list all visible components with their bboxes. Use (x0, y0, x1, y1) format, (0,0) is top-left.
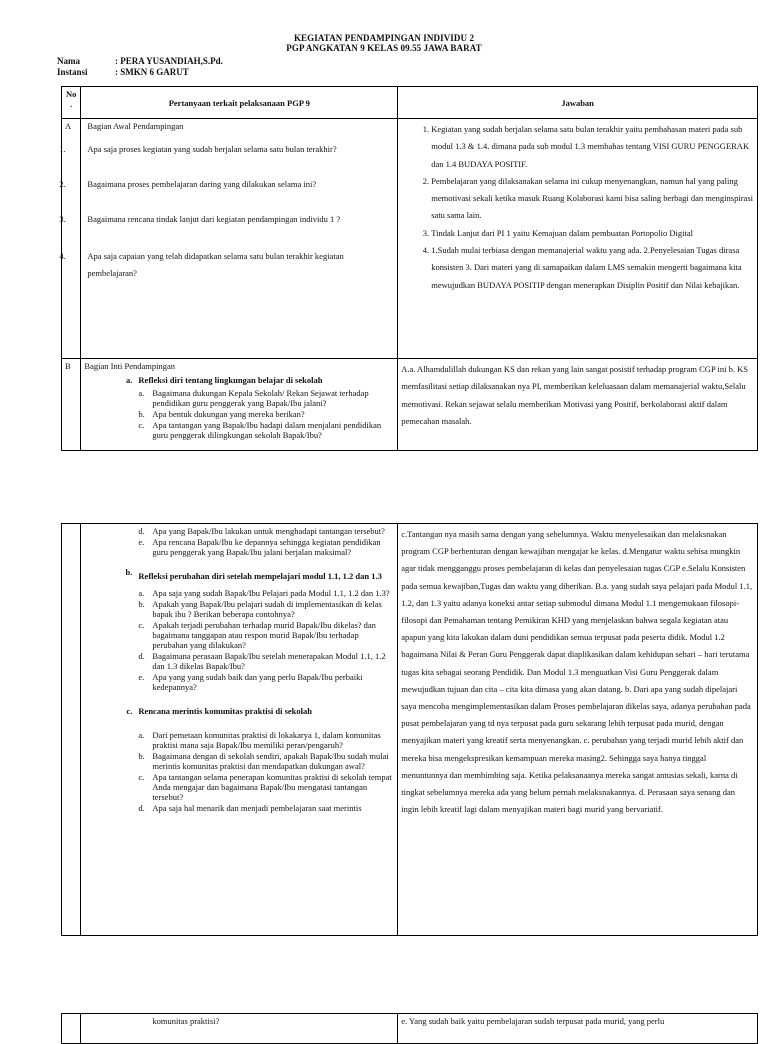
question-text: Apa saja proses kegiatan yang sudah berjalan selama satu bulan terakhir? (87, 144, 337, 154)
section-a-question-item (59, 141, 394, 158)
doc-title-line2: PGP ANGKATAN 9 KELAS 09.55 JAWA BARAT (286, 43, 482, 53)
table3-answer: e. Yang sudah baik yaitu pembelajaran sudah terpusat pada murid, yang perlu (398, 1014, 758, 1044)
section-a-answer-item: 2. Pembelajaran yang dilaksanakan selama ini cukup menyenangkan, namun hal yang paling memotivasi sekali ketika masuk Ruang Kolaborasi kami bisa saling berbagi dan menginspirasi satu sama lain. (431, 173, 754, 225)
question-text: Apa saja capaian yang telah didapatkan selama satu bulan terakhir kegiatan pembelajaran? (87, 251, 344, 278)
header-no: No . (62, 87, 81, 119)
section-b-answer: A.a. Alhamdulillah dukungan KS dan rekan yang lain sangat posistif terhadap program CGP ini b. KS memfasilitasi setiap dilaksanakan nya PI, memberikan keleluasaan dalam memanajerial waktu,Selalu memotivasi. Rekan sejawat selalu memberikan Motivasi yang Positif, berkolaborasi aktif dalam pemecahan masalah. (398, 359, 758, 451)
item-text: Apa tantangan selama penerapan komunitas praktisi di sekolah tempat Anda mengajar dan bagaimana Bapak/Ibu mengatasi tantangan tersebut? (152, 772, 392, 802)
section-a-question-item (59, 211, 394, 228)
question-number: 3. (59, 214, 66, 224)
section-a-questions (59, 119, 398, 359)
section-a-letter: A (62, 119, 81, 359)
item-text: Apa rencana Bapak/Ibu ke depannya sehingga kegiatan pendidikan guru penggerak yang Bapak/Ibu jalani berjalan maksimal? (152, 537, 381, 557)
table3-no-cell (62, 1014, 81, 1044)
sub-a-question-item (138, 420, 394, 440)
section-a-answers (398, 119, 758, 359)
sub-c-title-line (84, 706, 394, 716)
section-a-answer-item: 1. Kegiatan yang sudah berjalan selama satu bulan terakhir yaitu pembahasan materi pada sub modul 1.3 & 1.4. dimana pada sub modul 1.3 membahas tentang VISI GURU PENGGERAK dan 1.4 BUDAYA POSITIF. (431, 121, 754, 173)
item-marker: e. (138, 537, 145, 547)
section-a-question-item (59, 248, 394, 282)
item-text: Bagaimana perasaan Bapak/Ibu setelah menerapakan Modul 1.1, 1.2 dan 1.3 dikelas Bapak/Ibu? (152, 651, 386, 671)
table2-row (62, 524, 758, 936)
item-marker: b. (138, 409, 145, 419)
sub-a-question-item (138, 526, 394, 536)
item-text: Apa bentuk dukungan yang mereka berikan? (152, 409, 305, 419)
item-text: Apa tantangan yang Bapak/Ibu hadapi dalam menjalani pendidikan guru penggerak dilingkungan sekolah Bapak/Ibu? (152, 420, 382, 440)
sub-b-question-item (138, 599, 394, 619)
section-a-row (62, 119, 758, 359)
sub-c-question-item (138, 730, 394, 750)
item-text: Bagaimana dukungan Kepala Sekolah/ Rekan Sejawat terhadap pendidikan guru penggerak yang Bapak/Ibu jalani? (152, 388, 369, 408)
sub-a-continued-list (84, 526, 394, 557)
sub-c-question-list (84, 730, 394, 813)
header-answer: Jawaban (398, 87, 758, 119)
section-b-title: Bagian Inti Pendampingan (84, 361, 176, 371)
item-text: Apakah terjadi perubahan terhadap murid Bapak/Ibu dikelas? dan bagaimana tanggapan atau respon murid Bapak/Ibu terhadap perubahan yang dilakukan? (152, 620, 376, 650)
sub-c-title: Rencana merintis komunitas praktisi di sekolah (138, 706, 312, 716)
sub-a-question-list (84, 388, 394, 440)
section-a-title: Bagian Awal Pendampingan (87, 121, 184, 131)
sub-b-question-item (138, 651, 394, 671)
item-marker: a. (138, 588, 145, 598)
spacer (59, 121, 87, 131)
sub-b-title: Refleksi perubahan diri setelah mempelajari modul 1.1, 1.2 dan 1.3 (138, 571, 382, 581)
sub-c-marker: c. (126, 706, 133, 716)
sub-b-question-item (138, 672, 394, 692)
sub-c-question-item (138, 772, 394, 802)
instansi-row (57, 67, 189, 77)
nama-value: : PERA YUSANDIAH,S.Pd. (115, 56, 223, 66)
section-a-title-wrap (59, 121, 394, 282)
table3-row (62, 1014, 758, 1044)
section-a-answer-list (401, 121, 754, 294)
section-b-questions (81, 359, 398, 451)
item-text: Apa saja yang sudah Bapak/Ibu Pelajari pada Modul 1.1, 1.2 dan 1.3? (152, 588, 390, 598)
item-marker: b. (138, 751, 145, 761)
sub-a-title-line (84, 375, 394, 385)
sub-c-question-item (138, 751, 394, 771)
sub-c-question-item (138, 803, 394, 813)
table-header-row (62, 87, 758, 119)
item-marker: a. (138, 730, 145, 740)
item-text: Bagaimana dengan di sekolah sendiri, apakah Bapak/Ibu sudah mulai merintis komunitas praktisi dan mendapatkan dukungan awal? (152, 751, 389, 771)
instansi-value: : SMKN 6 GARUT (115, 67, 189, 77)
sub-b-question-list (84, 588, 394, 692)
item-text: Apakah yang Bapak/Ibu pelajari sudah di implementasikan di kelas bapak ibu ? Berikan beberapa contohnya? (152, 599, 382, 619)
sub-b-marker: b. (125, 567, 133, 577)
header-question: Pertanyaan terkait pelaksanaan PGP 9 (81, 87, 398, 119)
item-text: Dari pemetaan komunitas praktisi di lokakarya 1, dalam komunitas praktisi mana saja Bapak/Ibu memiliki peran/pengaruh? (152, 730, 381, 750)
question-number: 2. (59, 179, 66, 189)
item-text: Apa yang Bapak/Ibu lakukan untuk menghadapi tantangan tersebut? (152, 526, 385, 536)
sub-a-question-item (138, 388, 394, 408)
table3-question (81, 1014, 398, 1044)
section-a-question-list (59, 141, 394, 282)
section-a-answer-item: 4. 1.Sudah mulai terbiasa dengan memanajerial waktu yang ada. 2.Penyelesaian Tugas dirasa konsisten 3. Dari materi yang di samapaikan dalam LMS semakin mengerti bagaimana kita mewujudkan BUDAYA POSITIP dengan menerapkan Disiplin Positif dan Nilai kebajikan. (431, 242, 754, 294)
sub-b-title-line (84, 567, 394, 585)
item-text: Apa yang yang sudah baik dan yang perlu Bapak/Ibu perbaiki kedepannya? (152, 672, 363, 692)
table2-questions (81, 524, 398, 936)
table3-question-text: komunitas praktisi? (152, 1016, 220, 1026)
item-marker: c. (138, 420, 145, 430)
sub-a-question-item (138, 537, 394, 557)
item-marker: c. (138, 620, 145, 630)
section-a-answer-item: 3. Tindak Lanjut dari PI 1 yaitu Kemajuan dalam pembuatan Portopolio Digital (431, 225, 754, 242)
table2-no-cell (62, 524, 81, 936)
item-marker: c. (138, 772, 145, 782)
sub-b-question-item (138, 588, 394, 598)
item-text: Apa saja hal menarik dan menjadi pembelajaran saat merintis (152, 803, 362, 813)
sub-a-marker: a. (126, 375, 133, 385)
instansi-label: Instansi (57, 67, 88, 77)
item-marker: d. (138, 526, 145, 536)
section-b-letter: B (62, 359, 81, 451)
item-marker: d. (138, 803, 145, 813)
sub-a-question-item (138, 409, 394, 419)
nama-row (57, 56, 223, 66)
section-a-question-item (59, 176, 394, 193)
pendampingan-table-1 (61, 86, 758, 451)
question-text: Bagaimana rencana tindak lanjut dari kegiatan pendampingan individu 1 ? (87, 214, 341, 224)
table2-answer: c.Tantangan nya masih sama dengan yang sebelumnya. Waktu menyelesaikan dan melaksnakan program CGP berbenturan dengan kewajiban mengajar ke kelas. d.Mengatur waktu sebisa mungkin agar tidak mengganggu proses pembelajaran di kelas dan penyelesaian tugas CGP e.Selalu Konsisten pada semua kewajiban,Tugas dan waktu yang diberikan. B.a. yang sudah saya pelajari pada Modul 1.1, 1.2, dan 1.3 yaitu adanya koneksi antar setiap submodul dimana Modul 1.1 mengemukaan filosopi-filosopi dan Pemahaman tentang Pemikiran KHD yang menjelaskan bahwa segala kegiatan atau apapun yang kita lakukan dalam duni pendidikan semua terpusat pada peserta didik. Modul 1.2 bagaimana Nilai & Peran Guru Penggerak dapat diaplikasikan dalam kehidupan sehari – hari terutama tugas kita sebagai seorang Pendidik. Dan Modul 1.3 menguatkan Visi Guru Penggerak dalam mewujudkan tujuan dan cita – cita kita dimasa yang akan datang. b. Dari apa yang sudah dipelajari saya mencoba mengimplementasikan dalam Proses pembelajaran dikelas saya, adanya perubahan pada pusat pembelajaran yang td nya terpusat pada guru sekarang lebih terpusat pada murid, dengan menyajikan materi yang kreatif serta menyenangkan. c. perubahan yang terjadi murid lebih aktif dan mereka bisa mengekspresikan kemampuan mereka masing2. Sehingga saya hanya tinggal menuntunnya dan membimbing saja. Ketika pelaksanaanya mereka sangat antusias sekali, karna di tingkat sebelumnya mereka ada yang belum pernah melaksnakannya. d. Perasaan saya senang dan ingin lebih kreatif lagi dalam menyajikan materi bagi murid yang bervariatif. (398, 524, 758, 936)
sub-a-title: Refleksi diri tentang lingkungan belajar di sekolah (138, 375, 323, 385)
section-a-title-line (59, 121, 394, 131)
question-number: 1. (59, 144, 66, 154)
doc-title-line1: KEGIATAN PENDAMPINGAN INDIVIDU 2 (293, 33, 475, 43)
item-marker: b. (138, 599, 145, 609)
item-marker: e. (138, 672, 145, 682)
item-marker: a. (138, 388, 145, 398)
item-marker: d. (138, 651, 145, 661)
pendampingan-table-3 (61, 1013, 758, 1044)
question-text: Bagaimana proses pembelajaran daring yang dilakukan selama ini? (87, 179, 317, 189)
pendampingan-table-2 (61, 523, 758, 936)
nama-label: Nama (57, 56, 80, 66)
question-number: 4. (59, 251, 66, 261)
sub-b-question-item (138, 620, 394, 650)
section-b-row (62, 359, 758, 451)
